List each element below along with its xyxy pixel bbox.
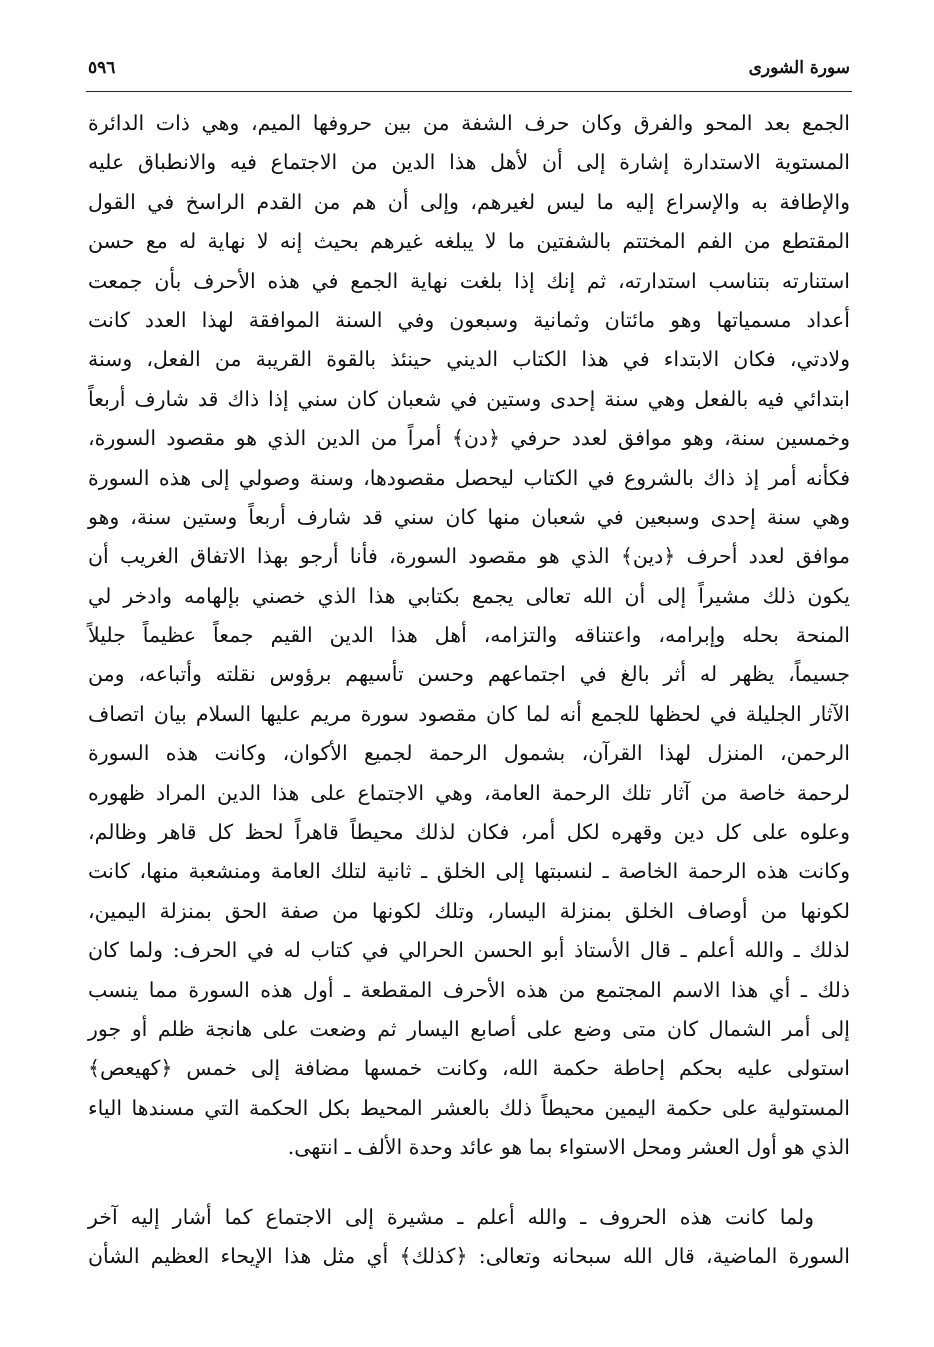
text-line: المستوية الاستدارة إشارة إلى أن لأهل هذا الدين من الاجتماع فيه والانطباق عليه xyxy=(88,150,850,175)
text-line: ذلك ـ أي هذا الاسم المجتمع من هذه الأحرف المقطعة ـ أول هذه السورة مما ينسب xyxy=(88,977,850,1002)
text-line: وكانت هذه الرحمة الخاصة ـ لنسبتها إلى الخلق ـ ثانية لتلك العامة ومنشعبة منها، كانت xyxy=(88,859,850,884)
text-line: يكون ذلك مشيراً إلى أن الله تعالى يجمع بكتابي هذا الذي خصني بإلهامه وادخر لي xyxy=(88,583,850,608)
text-line: الجمع بعد المحو والفرق وكان حرف الشفة من بين حروفها الميم، وهي ذات الدائرة xyxy=(88,111,850,135)
text-line: المنحة بحله وإبرامه، واعتناقه والتزامه، أهل هذا الدين القيم جمعاً عظيماً جليلاً xyxy=(88,623,850,648)
text-line: ولادتي، فكان الابتداء في هذا الكتاب الديني حينئذ بالقوة القريبة من الفعل، وسنة xyxy=(88,347,850,372)
text-line: لرحمة خاصة من آثار تلك الرحمة العامة، وهي الاجتماع على هذا الدين المراد ظهوره xyxy=(88,780,850,805)
text-line: فكأنه أمر إذ ذاك بالشروع في الكتاب ليحصل مقصودها، وسنة وصولي إلى هذه السورة xyxy=(88,465,850,490)
text-line: لكونها من أوصاف الخلق بمنزلة اليسار، وتلك لكونها من صفة الحق بمنزلة اليمين، xyxy=(88,898,850,923)
text-line: الرحمن، المنزل لهذا القرآن، بشمول الرحمة لجميع الأكوان، وكانت هذه السورة xyxy=(88,741,850,766)
text-line: السورة الماضية، قال الله سبحانه وتعالى: ﴿كذلك﴾ أي مثل هذا الإيحاء العظيم الشأن xyxy=(88,1243,850,1268)
text-line: ابتدائي فيه بالفعل وهي سنة إحدى وستين في شعبان كان سني إذا ذاك قد شارف أربعاً xyxy=(88,386,850,411)
text-line: وخمسين سنة، وهو موافق لعدد حرفي ﴿دن﴾ أمراً من الدين الذي هو مقصود السورة، xyxy=(88,426,850,451)
paragraph xyxy=(88,104,850,1168)
text-line: استنارته بتناسب استدارته، ثم إنك إذا بلغت نهاية الجمع في هذه الأحرف بأن جمعت xyxy=(88,268,850,293)
text-line: الآثار الجليلة في لحظها للجمع أنه لما كان مقصود سورة مريم عليها السلام بيان اتصاف xyxy=(88,701,850,726)
page-number: ٥٩٦ xyxy=(88,58,116,78)
text-line: وعلوه على كل دين وقهره لكل أمر، فكان لذلك محيطاً قاهراً لحظ كل قاهر وظالم، xyxy=(88,820,850,845)
text-line: ولما كانت هذه الحروف ـ والله أعلم ـ مشيرة إلى الاجتماع كما أشار إليه آخر xyxy=(88,1204,814,1229)
text-line: لذلك ـ والله أعلم ـ قال الأستاذ أبو الحسن الحرالي في كتاب له في الحرف: ولما كان xyxy=(88,938,850,963)
text-line: والإطافة به والإسراع إليه ما ليس لغيرهم، وإلى أن هم من القدم الراسخ في القول xyxy=(88,189,850,214)
text-line: وهي سنة إحدى وسبعين في شعبان منها كان سني قد شارف أربعاً وستين سنة، وهو xyxy=(88,504,850,529)
running-title: سورة الشورى xyxy=(748,58,850,78)
page-body xyxy=(88,104,850,1276)
text-line: أعداد مسمياتها وهو مائتان وثمانية وسبعون وفي السنة الموافقة لهذا العدد كانت xyxy=(88,307,850,332)
text-line: إلى أمر الشمال كان متى وضع على أصابع اليسار ثم وضعت على هانجة ظلم أو جور xyxy=(88,1016,850,1041)
paragraph xyxy=(88,1198,850,1277)
text-line: المستولية على حكمة اليمين محيطاً ذلك بالعشر المحيط بكل الحكمة التي مسندها الياء xyxy=(88,1095,850,1120)
text-line: المقتطع من الفم المختتم بالشفتين ما لا يبلغه غيرهم بحيث إنه لا نهاية له مع حسن xyxy=(88,229,850,254)
text-line: استولى عليه بحكم إحاطة حكمة الله، وكانت خمسها مضافة إلى خمس ﴿كهيعص﴾ xyxy=(88,1056,850,1081)
page-header xyxy=(88,58,850,88)
paragraph-gap xyxy=(88,1168,850,1198)
header-rule xyxy=(86,91,852,92)
text-line: جسيماً، يظهر له أثر بالغ في اجتماعهم وحسن تأسيهم برؤوس نقلته وأتباعه، ومن xyxy=(88,662,850,687)
text-line: الذي هو أول العشر ومحل الاستواء بما هو عائد وحدة الألف ـ انتهى. xyxy=(287,1135,850,1160)
text-line: موافق لعدد أحرف ﴿دين﴾ الذي هو مقصود السورة، فأنا أرجو بهذا الاتفاق الغريب أن xyxy=(88,544,850,569)
